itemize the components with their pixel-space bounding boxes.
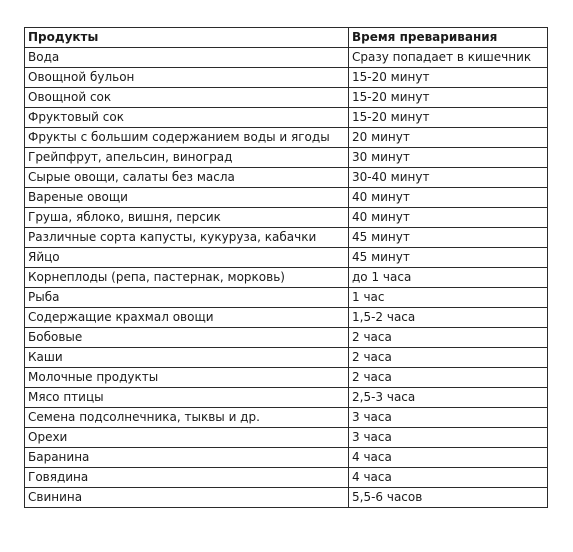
product-cell: Семена подсолнечника, тыквы и др. xyxy=(25,408,349,428)
product-cell: Содержащие крахмал овощи xyxy=(25,308,349,328)
table-row xyxy=(25,428,548,448)
table-header xyxy=(25,28,548,48)
table-row xyxy=(25,128,548,148)
header-products: Продукты xyxy=(25,28,349,48)
digestion-time-cell: 15-20 минут xyxy=(349,68,548,88)
product-cell: Фрукты с большим содержанием воды и ягоды xyxy=(25,128,349,148)
product-cell: Вареные овощи xyxy=(25,188,349,208)
header-row xyxy=(25,28,548,48)
digestion-time-cell: 45 минут xyxy=(349,248,548,268)
product-cell: Рыба xyxy=(25,288,349,308)
digestion-time-cell: 2 часа xyxy=(349,328,548,348)
table-row xyxy=(25,388,548,408)
digestion-time-cell: 2 часа xyxy=(349,368,548,388)
digestion-time-cell: 1,5-2 часа xyxy=(349,308,548,328)
table-row xyxy=(25,268,548,288)
digestion-time-cell: 3 часа xyxy=(349,428,548,448)
product-cell: Грейпфрут, апельсин, виноград xyxy=(25,148,349,168)
table-row xyxy=(25,168,548,188)
table-row xyxy=(25,288,548,308)
digestion-time-cell: 4 часа xyxy=(349,468,548,488)
table-row xyxy=(25,488,548,508)
digestion-time-cell: 4 часа xyxy=(349,448,548,468)
table-row xyxy=(25,248,548,268)
digestion-time-cell: 15-20 минут xyxy=(349,108,548,128)
table-row xyxy=(25,448,548,468)
product-cell: Каши xyxy=(25,348,349,368)
digestion-time-cell: до 1 часа xyxy=(349,268,548,288)
header-digestion-time: Время преваривания xyxy=(349,28,548,48)
digestion-time-cell: 3 часа xyxy=(349,408,548,428)
digestion-time-cell: 1 час xyxy=(349,288,548,308)
product-cell: Яйцо xyxy=(25,248,349,268)
table-row xyxy=(25,68,548,88)
product-cell: Орехи xyxy=(25,428,349,448)
digestion-time-table xyxy=(24,27,548,508)
table-row xyxy=(25,328,548,348)
table-row xyxy=(25,228,548,248)
table-row xyxy=(25,408,548,428)
product-cell: Корнеплоды (репа, пастернак, морковь) xyxy=(25,268,349,288)
product-cell: Различные сорта капусты, кукуруза, кабачки xyxy=(25,228,349,248)
digestion-time-cell: 40 минут xyxy=(349,188,548,208)
product-cell: Бобовые xyxy=(25,328,349,348)
digestion-time-cell: 5,5-6 часов xyxy=(349,488,548,508)
product-cell: Говядина xyxy=(25,468,349,488)
table-row xyxy=(25,188,548,208)
table-row xyxy=(25,208,548,228)
table-row xyxy=(25,348,548,368)
product-cell: Молочные продукты xyxy=(25,368,349,388)
product-cell: Груша, яблоко, вишня, персик xyxy=(25,208,349,228)
table-row xyxy=(25,368,548,388)
digestion-time-cell: 30-40 минут xyxy=(349,168,548,188)
product-cell: Свинина xyxy=(25,488,349,508)
product-cell: Овощной сок xyxy=(25,88,349,108)
table-row xyxy=(25,108,548,128)
product-cell: Вода xyxy=(25,48,349,68)
digestion-time-cell: 45 минут xyxy=(349,228,548,248)
table-row xyxy=(25,88,548,108)
digestion-time-cell: Сразу попадает в кишечник xyxy=(349,48,548,68)
table-row xyxy=(25,48,548,68)
digestion-time-cell: 30 минут xyxy=(349,148,548,168)
digestion-time-cell: 20 минут xyxy=(349,128,548,148)
table-row xyxy=(25,148,548,168)
digestion-time-cell: 40 минут xyxy=(349,208,548,228)
digestion-time-cell: 2 часа xyxy=(349,348,548,368)
table-row xyxy=(25,308,548,328)
product-cell: Баранина xyxy=(25,448,349,468)
product-cell: Мясо птицы xyxy=(25,388,349,408)
product-cell: Овощной бульон xyxy=(25,68,349,88)
product-cell: Фруктовый сок xyxy=(25,108,349,128)
digestion-time-cell: 15-20 минут xyxy=(349,88,548,108)
table-row xyxy=(25,468,548,488)
digestion-time-cell: 2,5-3 часа xyxy=(349,388,548,408)
product-cell: Сырые овощи, салаты без масла xyxy=(25,168,349,188)
table-body xyxy=(25,48,548,508)
